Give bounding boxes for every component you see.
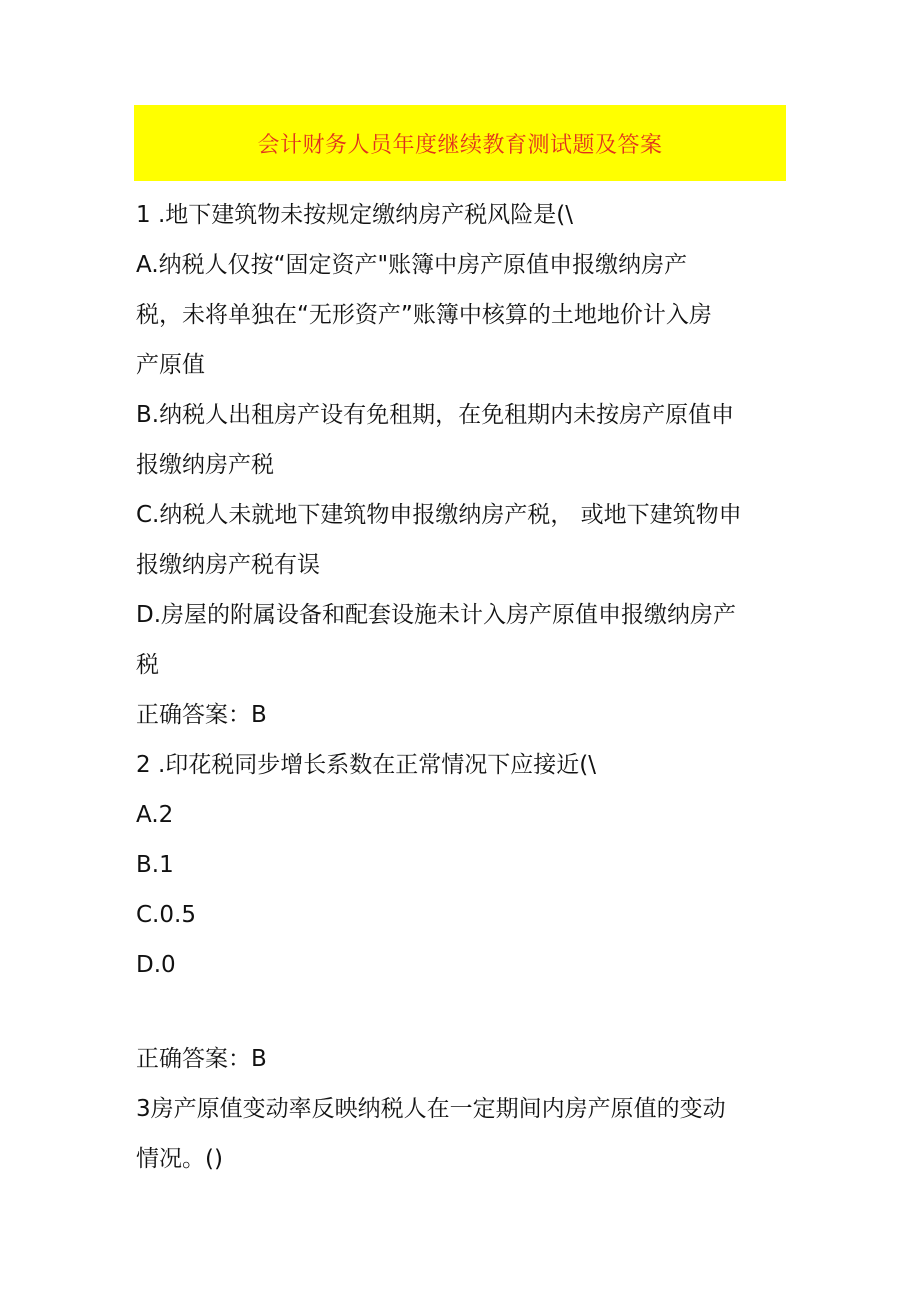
question-2-text: 2 .印花税同步增长系数在正常情况下应接近(\ [136, 752, 596, 778]
question-3-text-line-1: 3房产原值变动率反映纳税人在一定期间内房产原值的变动 [136, 1096, 726, 1122]
question-1-option-b-line-2: 报缴纳房产税 [136, 452, 274, 478]
question-1-option-c-line-1: C.纳税人未就地下建筑物申报缴纳房产税， 或地下建筑物申 [136, 502, 742, 528]
question-1-answer: 正确答案：B [136, 702, 267, 728]
question-1-option-c-line-2: 报缴纳房产税有误 [136, 552, 320, 578]
question-3-text-line-2: 情况。() [136, 1146, 223, 1172]
question-1-option-d-line-2: 税 [136, 652, 159, 678]
question-2-option-b: B.1 [136, 852, 174, 878]
question-2-option-a: A.2 [136, 802, 174, 828]
question-2-answer: 正确答案：B [136, 1046, 267, 1072]
question-1-text: 1 .地下建筑物未按规定缴纳房产税风险是(\ [136, 202, 573, 228]
document-body [136, 190, 786, 1184]
question-2-option-d: D.0 [136, 952, 176, 978]
question-1-option-a-line-2: 税，未将单独在“无形资产”账簿中核算的土地地价计入房 [136, 302, 712, 328]
question-2-answer-wrapper [136, 990, 786, 1084]
question-1-option-d-line-1: D.房屋的附属设备和配套设施未计入房产原值申报缴纳房产 [136, 602, 737, 628]
question-2-option-c: C.0.5 [136, 902, 196, 928]
document-title: 会计财务人员年度继续教育测试题及答案 [257, 132, 663, 158]
question-1-option-a-line-1: A.纳税人仅按“固定资产"账簿中房产原值申报缴纳房产 [136, 252, 688, 278]
question-1-option-a-line-3: 产原值 [136, 352, 205, 378]
question-1-option-b-line-1: B.纳税人出租房产设有免租期，在免租期内未按房产原值申 [136, 402, 735, 428]
title-banner [134, 105, 786, 181]
